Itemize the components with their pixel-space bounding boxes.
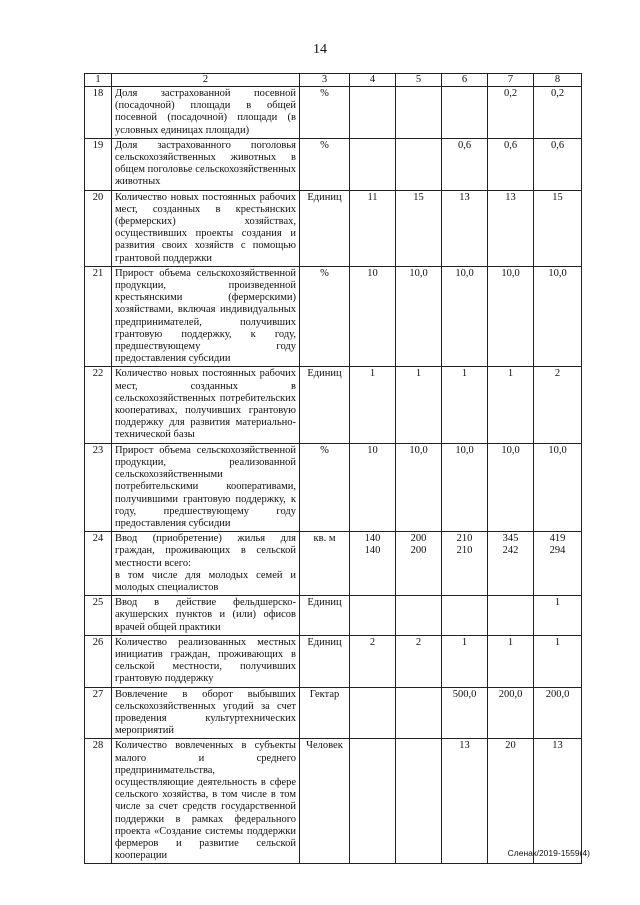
- value: 1: [554, 597, 561, 609]
- value: 10: [367, 267, 378, 279]
- unit-cell: %: [300, 87, 350, 139]
- value: 15: [552, 191, 563, 203]
- indicator-text: Количество новых постоянных рабочих мест, созданных в сельскохозяйственных потребительских кооперативах, получивших грантовую поддержку для развития материально-технической базы: [115, 368, 296, 441]
- table-row: [85, 532, 582, 596]
- value-cell: [396, 596, 442, 636]
- value-cell: [488, 443, 534, 531]
- row-number: 18: [85, 87, 112, 139]
- row-number: 27: [85, 687, 112, 739]
- value-cell: [350, 739, 396, 864]
- value-cell: [488, 687, 534, 739]
- indicator-text: Количество новых постоянных рабочих мест, созданных в крестьянских (фермерских) хозяйствах, осуществивших проекты создания и развития своих хозяйств с помощью грантовой поддержки: [115, 191, 296, 264]
- value-cell: [442, 87, 488, 139]
- indicator-name: [112, 87, 300, 139]
- indicator-name: [112, 532, 300, 596]
- value: 13: [459, 191, 470, 203]
- row-number: 25: [85, 596, 112, 636]
- value-cell: [442, 190, 488, 266]
- value-cell: [350, 532, 396, 596]
- value-cell: [396, 190, 442, 266]
- value-cell: [534, 635, 582, 687]
- table-row: [85, 687, 582, 739]
- header-cell: 5: [396, 74, 442, 87]
- row-number: 28: [85, 739, 112, 864]
- table-row: [85, 443, 582, 531]
- value: 20: [505, 740, 516, 752]
- header-cell: 3: [300, 74, 350, 87]
- value-cell: [534, 367, 582, 443]
- value: 1: [415, 368, 422, 380]
- value-cell: [488, 596, 534, 636]
- value-cell: [396, 635, 442, 687]
- unit-cell: Гектар: [300, 687, 350, 739]
- value: 0,6: [550, 139, 565, 151]
- indicator-name: [112, 367, 300, 443]
- value-cell: [534, 138, 582, 190]
- table-row: [85, 367, 582, 443]
- value-cell: [442, 739, 488, 864]
- indicator-text: Вовлечение в оборот выбывших сельскохозяйственных угодий за счет проведения культуртехнических мероприятий: [115, 688, 296, 737]
- value-cell: [488, 635, 534, 687]
- value-cell: [534, 87, 582, 139]
- value-cell: [442, 532, 488, 596]
- value: 200,0: [498, 688, 523, 700]
- value-secondary: 242: [502, 545, 519, 557]
- table-row: [85, 190, 582, 266]
- value-cell: [442, 687, 488, 739]
- value: 140: [364, 533, 381, 545]
- value: 1: [461, 636, 468, 648]
- value-cell: [488, 190, 534, 266]
- value: 13: [459, 740, 470, 752]
- value-cell: [350, 87, 396, 139]
- header-cell: 7: [488, 74, 534, 87]
- value-cell: [534, 266, 582, 367]
- unit-cell: Единиц: [300, 367, 350, 443]
- value-cell: [488, 739, 534, 864]
- value: 10,0: [409, 444, 428, 456]
- value-cell: [534, 739, 582, 864]
- value: 10,0: [501, 444, 520, 456]
- table-row: [85, 266, 582, 367]
- header-cell: 2: [112, 74, 300, 87]
- value-cell: [442, 443, 488, 531]
- value: 2: [415, 636, 422, 648]
- unit-cell: Единиц: [300, 635, 350, 687]
- value-cell: [396, 367, 442, 443]
- value: 11: [367, 191, 378, 203]
- unit-cell: %: [300, 138, 350, 190]
- value-cell: [396, 739, 442, 864]
- value-cell: [534, 532, 582, 596]
- value: 10,0: [455, 444, 474, 456]
- value-cell: [396, 266, 442, 367]
- indicator-name: [112, 739, 300, 864]
- indicator-name: [112, 596, 300, 636]
- table-header-row: [85, 74, 582, 87]
- indicator-text: Ввод (приобретение) жилья для граждан, проживающих в сельской местности всего:: [115, 533, 296, 569]
- indicator-text: Прирост объема сельскохозяйственной продукции, реализованной сельскохозяйственными потребительскими кооперативами, получившими грантовую поддержку, к году, предшествующему году предоставления субсидии: [115, 444, 296, 529]
- indicator-name: [112, 635, 300, 687]
- table-row: [85, 138, 582, 190]
- value-cell: [534, 190, 582, 266]
- header-cell: 6: [442, 74, 488, 87]
- row-number: 21: [85, 266, 112, 367]
- table-row: [85, 739, 582, 864]
- unit-cell: %: [300, 266, 350, 367]
- value: 1: [507, 368, 514, 380]
- value-cell: [442, 367, 488, 443]
- indicator-name: [112, 443, 300, 531]
- value: 0,2: [503, 88, 518, 99]
- document-code: Сленак/2019-1559(4): [507, 848, 590, 858]
- indicator-text: Ввод в действие фельдшерско-акушерских пунктов и (или) офисов врачей общей практики: [115, 597, 296, 633]
- unit-cell: Единиц: [300, 190, 350, 266]
- row-number: 26: [85, 635, 112, 687]
- header-cell: 1: [85, 74, 112, 87]
- row-number: 22: [85, 367, 112, 443]
- value: 200,0: [545, 688, 570, 700]
- table-row: [85, 87, 582, 139]
- value: 1: [507, 636, 514, 648]
- value: 10,0: [501, 267, 520, 279]
- unit-cell: Человек: [300, 739, 350, 864]
- value-cell: [488, 367, 534, 443]
- value: 0,2: [550, 88, 565, 99]
- value: 210: [456, 533, 473, 545]
- value-cell: [350, 443, 396, 531]
- value-cell: [488, 87, 534, 139]
- value-secondary: 210: [456, 545, 473, 557]
- value-cell: [534, 443, 582, 531]
- value-secondary: 140: [364, 545, 381, 557]
- value: 10,0: [548, 444, 567, 456]
- value-cell: [442, 138, 488, 190]
- indicator-name: [112, 687, 300, 739]
- value: 13: [505, 191, 516, 203]
- value: 0,6: [503, 139, 518, 151]
- value-cell: [350, 367, 396, 443]
- value: 2: [554, 368, 561, 380]
- indicator-name: [112, 266, 300, 367]
- value: 10: [367, 444, 378, 456]
- unit-cell: %: [300, 443, 350, 531]
- row-number: 23: [85, 443, 112, 531]
- value: 1: [461, 368, 468, 380]
- header-cell: 8: [534, 74, 582, 87]
- indicator-subtext: в том числе для молодых семей и молодых специалистов: [115, 569, 296, 593]
- value-cell: [350, 635, 396, 687]
- value-cell: [350, 190, 396, 266]
- value-cell: [396, 138, 442, 190]
- table-row: [85, 635, 582, 687]
- row-number: 24: [85, 532, 112, 596]
- value-cell: [442, 635, 488, 687]
- value-cell: [396, 87, 442, 139]
- value-cell: [488, 138, 534, 190]
- value-cell: [442, 596, 488, 636]
- value-cell: [488, 266, 534, 367]
- value: 10,0: [409, 267, 428, 279]
- value-secondary: 200: [410, 545, 427, 557]
- value-cell: [396, 532, 442, 596]
- unit-cell: Единиц: [300, 596, 350, 636]
- value-cell: [350, 266, 396, 367]
- indicator-text: Доля застрахованного поголовья сельскохозяйственных животных в общем поголовье сельскохозяйственных животных: [115, 139, 296, 188]
- indicator-text: Доля застрахованной посевной (посадочной) площади в общей посевной (посадочной) площади (в условных единицах площади): [115, 88, 296, 136]
- page-number: 14: [313, 42, 327, 57]
- value: 419: [549, 533, 566, 545]
- value-cell: [488, 532, 534, 596]
- value-cell: [396, 443, 442, 531]
- value-cell: [350, 138, 396, 190]
- value-cell: [534, 687, 582, 739]
- value: 1: [369, 368, 376, 380]
- value-cell: [396, 687, 442, 739]
- value: 2: [369, 636, 376, 648]
- value: 1: [554, 636, 561, 648]
- indicator-name: [112, 138, 300, 190]
- value: 0,6: [457, 139, 472, 151]
- indicator-name: [112, 190, 300, 266]
- value: 200: [410, 533, 427, 545]
- indicator-text: Количество вовлеченных в субъекты малого и среднего предпринимательства, осуществляющие деятельность в сфере сельского хозяйства, в том числе в том числе за счет средств государственной поддержки в рамках федерального проекта «Создание системы поддержки фермеров и развитие сельской кооперации: [115, 740, 296, 862]
- unit-cell: кв. м: [300, 532, 350, 596]
- indicators-table: [84, 73, 582, 864]
- indicator-text: Количество реализованных местных инициатив граждан, проживающих в сельской местности, получивших грантовую поддержку: [115, 636, 296, 685]
- header-cell: 4: [350, 74, 396, 87]
- value-cell: [442, 266, 488, 367]
- value: 15: [413, 191, 424, 203]
- value: 13: [552, 740, 563, 752]
- row-number: 19: [85, 138, 112, 190]
- value-cell: [350, 596, 396, 636]
- value: 10,0: [455, 267, 474, 279]
- indicator-text: Прирост объема сельскохозяйственной продукции, произведенной крестьянскими (фермерскими) хозяйствами, включая индивидуальных предпринимателей, получивших грантовую поддержку, к году, предшествующему году предоставления субсидии: [115, 267, 296, 365]
- value: 345: [502, 533, 519, 545]
- value: 10,0: [548, 267, 567, 279]
- table-row: [85, 596, 582, 636]
- value-secondary: 294: [549, 545, 566, 557]
- value-cell: [350, 687, 396, 739]
- row-number: 20: [85, 190, 112, 266]
- value-cell: [534, 596, 582, 636]
- value: 500,0: [452, 688, 477, 700]
